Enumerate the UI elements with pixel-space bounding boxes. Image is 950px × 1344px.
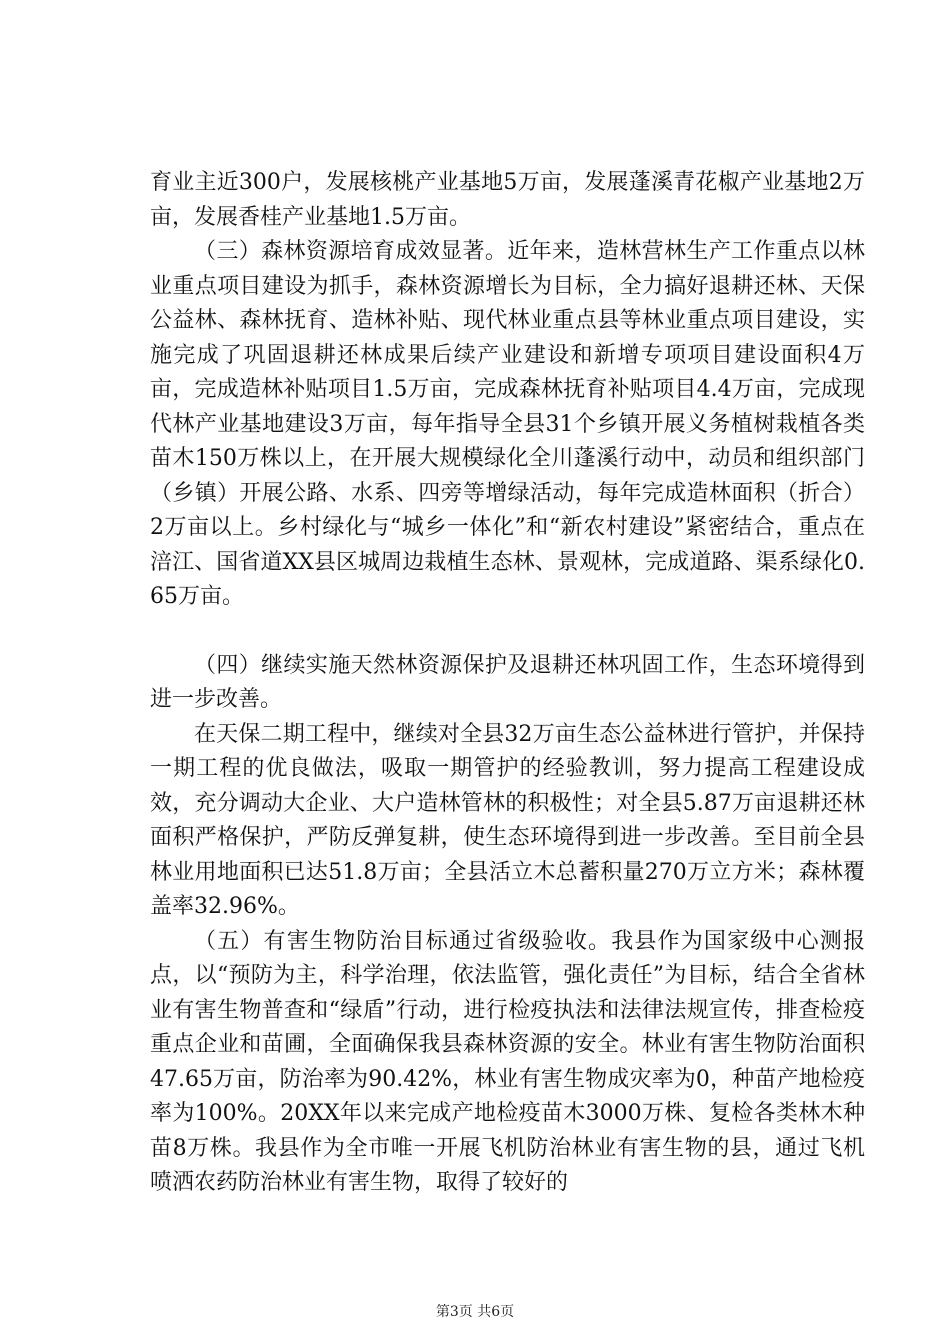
page-number-footer: 第3页 共6页 bbox=[435, 1304, 515, 1320]
document-body bbox=[150, 166, 865, 1201]
paragraph-section-3: （三）森林资源培育成效显著。近年来，造林营林生产工作重点以林业重点项目建设为抓手，森林资源增长为目标，全力搞好退耕还林、天保公益林、森林抚育、造林补贴、现代林业重点县等林业重点项目建设，实施完成了巩固退耕还林成果后续产业建设和新增专项项目建设面积4万亩，完成造林补贴项目1.5万亩，完成森林抚育补贴项目4.4万亩，完成现代林产业基地建设3万亩，每年指导全县31个乡镇开展义务植树栽植各类苗木150万株以上，在开展大规模绿化全川蓬溪行动中，动员和组织部门（乡镇）开展公路、水系、四旁等增绿活动，每年完成造林面积（折合）2万亩以上。乡村绿化与“城乡一体化”和“新农村建设”紧密结合，重点在涪江、国省道XX县区城周边栽植生态林、景观林，完成道路、渠系绿化0.65万亩。 bbox=[150, 239, 865, 609]
paragraph-section-4-heading: （四）继续实施天然林资源保护及退耕还林巩固工作，生态环境得到进一步改善。 bbox=[150, 652, 865, 712]
paragraph-section-4-body: 在天保二期工程中，继续对全县32万亩生态公益林进行管护，并保持一期工程的优良做法，吸取一期管护的经验教训，努力提高工程建设成效，充分调动大企业、大户造林管林的积极性；对全县5.87万亩退耕还林面积严格保护，严防反弹复耕，使生态环境得到进一步改善。至目前全县林业用地面积已达51.8万亩；全县活立木总蓄积量270万立方米；森林覆盖率32.96%。 bbox=[150, 721, 865, 919]
paragraph-gap bbox=[150, 615, 865, 649]
paragraph-section-5: （五）有害生物防治目标通过省级验收。我县作为国家级中心测报点，以“预防为主，科学治理，依法监管，强化责任”为目标，结合全省林业有害生物普查和“绿盾”行动，进行检疫执法和法律法规宣传，排查检疫重点企业和苗圃，全面确保我县森林资源的安全。林业有害生物防治面积47.65万亩，防治率为90.42%，林业有害生物成灾率为0，种苗产地检疫率为100%。20XX年以来完成产地检疫苗木3000万株、复检各类林木种苗8万株。我县作为全市唯一开展飞机防治林业有害生物的县，通过飞机喷洒农药防治林业有害生物，取得了较好的 bbox=[150, 928, 865, 1195]
paragraph-continuation: 育业主近300户，发展核桃产业基地5万亩，发展蓬溪青花椒产业基地2万亩，发展香桂产业基地1.5万亩。 bbox=[150, 170, 865, 230]
